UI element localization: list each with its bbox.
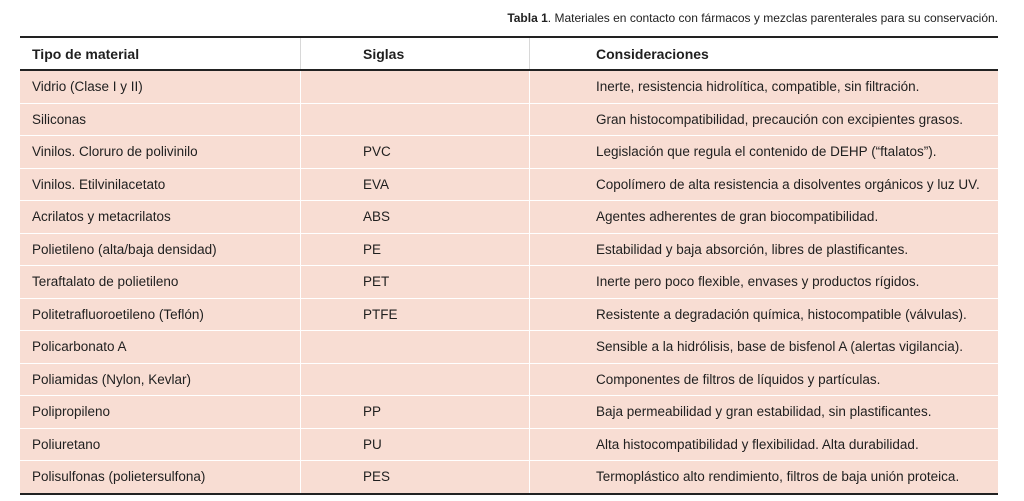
material-cell: Poliamidas (Nylon, Kevlar) <box>20 363 301 396</box>
material-cell: Siliconas <box>20 103 301 136</box>
caption-text: . Materiales en contacto con fármacos y mezclas parenterales para su conservación. <box>547 11 998 25</box>
table-row <box>20 331 998 364</box>
siglas-cell <box>301 363 530 396</box>
header-tipo-de-material: Tipo de material <box>20 37 301 70</box>
siglas-cell: PES <box>301 461 530 494</box>
material-cell: Vinilos. Cloruro de polivinilo <box>20 136 301 169</box>
table-row <box>20 298 998 331</box>
siglas-cell <box>301 103 530 136</box>
consideraciones-cell: Inerte, resistencia hidrolítica, compatible, sin filtración. <box>530 70 999 103</box>
consideraciones-cell: Sensible a la hidrólisis, base de bisfenol A (alertas vigilancia). <box>530 331 999 364</box>
header-siglas: Siglas <box>301 37 530 70</box>
siglas-cell: PE <box>301 233 530 266</box>
siglas-cell <box>301 70 530 103</box>
consideraciones-cell: Estabilidad y baja absorción, libres de plastificantes. <box>530 233 999 266</box>
siglas-cell: PTFE <box>301 298 530 331</box>
siglas-cell: EVA <box>301 168 530 201</box>
table-row <box>20 266 998 299</box>
header-consideraciones: Consideraciones <box>530 37 999 70</box>
materials-table-container <box>20 36 998 495</box>
caption-label: Tabla 1 <box>507 11 548 25</box>
consideraciones-cell: Baja permeabilidad y gran estabilidad, sin plastificantes. <box>530 396 999 429</box>
material-cell: Poliuretano <box>20 428 301 461</box>
siglas-cell: ABS <box>301 201 530 234</box>
table-row <box>20 233 998 266</box>
siglas-cell: PET <box>301 266 530 299</box>
consideraciones-cell: Resistente a degradación química, histocompatible (válvulas). <box>530 298 999 331</box>
table-header-row <box>20 37 998 70</box>
consideraciones-cell: Componentes de filtros de líquidos y partículas. <box>530 363 999 396</box>
siglas-cell: PP <box>301 396 530 429</box>
consideraciones-cell: Legislación que regula el contenido de DEHP (“ftalatos”). <box>530 136 999 169</box>
table-row <box>20 461 998 494</box>
consideraciones-cell: Copolímero de alta resistencia a disolventes orgánicos y luz UV. <box>530 168 999 201</box>
table-body <box>20 70 998 494</box>
material-cell: Policarbonato A <box>20 331 301 364</box>
table-row <box>20 363 998 396</box>
table-row <box>20 428 998 461</box>
table-row <box>20 70 998 103</box>
consideraciones-cell: Gran histocompatibilidad, precaución con excipientes grasos. <box>530 103 999 136</box>
material-cell: Acrilatos y metacrilatos <box>20 201 301 234</box>
table-row <box>20 201 998 234</box>
material-cell: Polipropileno <box>20 396 301 429</box>
material-cell: Vidrio (Clase I y II) <box>20 70 301 103</box>
table-row <box>20 396 998 429</box>
siglas-cell <box>301 331 530 364</box>
material-cell: Politetrafluoroetileno (Teflón) <box>20 298 301 331</box>
table-row <box>20 168 998 201</box>
consideraciones-cell: Termoplástico alto rendimiento, filtros de baja unión proteica. <box>530 461 999 494</box>
consideraciones-cell: Inerte pero poco flexible, envases y productos rígidos. <box>530 266 999 299</box>
table-caption <box>507 11 998 25</box>
material-cell: Polisulfonas (polietersulfona) <box>20 461 301 494</box>
table-row <box>20 136 998 169</box>
consideraciones-cell: Agentes adherentes de gran biocompatibilidad. <box>530 201 999 234</box>
material-cell: Polietileno (alta/baja densidad) <box>20 233 301 266</box>
material-cell: Vinilos. Etilvinilacetato <box>20 168 301 201</box>
material-cell: Teraftalato de polietileno <box>20 266 301 299</box>
materials-table <box>20 36 998 495</box>
siglas-cell: PU <box>301 428 530 461</box>
consideraciones-cell: Alta histocompatibilidad y flexibilidad. Alta durabilidad. <box>530 428 999 461</box>
siglas-cell: PVC <box>301 136 530 169</box>
table-row <box>20 103 998 136</box>
